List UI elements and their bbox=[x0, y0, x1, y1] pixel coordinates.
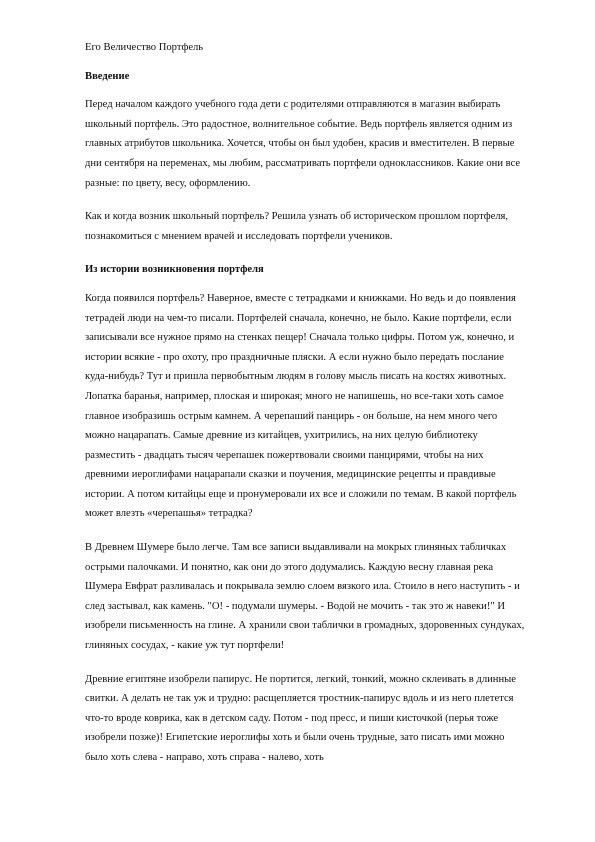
section-introduction bbox=[85, 67, 525, 247]
section-heading-introduction: Введение bbox=[85, 70, 130, 82]
paragraph: В Древнем Шумере было легче. Там все записи выдавливали на мокрых глиняных табличках острыми палочками. И понятно, как они до этого додумались. Каждую весну главная река Шумера Евфрат разливалась и покрывала землю слоем вязкого ила. Стоило в него наступить - и след застывал, как камень. "О! - подумали шумеры. - Водой не мочить - так это ж навеки!" И изобрели письменность на глине. А хранили свои таблички в громадных, здоровенных сундуках, глиняных сосудах, - какие уж тут портфели! bbox=[85, 542, 525, 652]
document-title: Его Величество Портфель bbox=[85, 42, 204, 53]
paragraph: Как и когда возник школьный портфель? Решила узнать об историческом прошлом портфеля, познакомиться с мнением врачей и исследовать портфели учеников. bbox=[85, 211, 509, 242]
document-body bbox=[85, 38, 525, 782]
section-heading-history: Из истории возникновения портфеля bbox=[85, 264, 264, 276]
paragraph: Перед началом каждого учебного года дети с родителями отправляются в магазин выбирать школьный портфель. Это радостное, волнительное событие. Ведь портфель является одним из главных атрибутов школьника. Хочется, чтобы он был удобен, красив и вместителен. В первые дни сентября на переменах, мы любим, рассматривать портфели одноклассников. Какие они все разные: по цвету, весу, оформлению. bbox=[85, 99, 521, 189]
section-history bbox=[85, 260, 525, 767]
paragraph: Когда появился портфель? Наверное, вместе с тетрадками и книжками. Но ведь и до появления тетрадей люди на чем-то писали. Портфелей сначала, конечно, не было. Какие портфели, если записывали все нужное прямо на стенках пещер! Сначала только цифры. Потом уж, конечно, и истории всякие - про охоту, про праздничные пляски. А если нужно было передать послание куда-нибудь? Тут и пришла первобытным людям в голову мысль писать на костях животных. Лопатка баранья, например, плоская и широкая; много не напишешь, но все-таки хоть самое главное изобразишь острым камнем. А черепаший панцирь - он больше, на нем много чего можно нацарапать. Самые древние из китайцев, ухитрились, на них целую библиотеку разместить - двадцать тысяч черепашек пожертвовали своими панцирями, чтобы на них древними иероглифами нацарапали сказки и поучения, медицинские рецепты и правдивые истории. А потом китайцы еще и пронумеровали их все и сложили по темам. В какой портфель может влезть «черепашья» тетрадка? bbox=[85, 292, 517, 520]
paragraph: Древние египтяне изобрели папирус. Не портится, легкий, тонкий, можно склеивать в длинные свитки. А делать не так уж и трудно: расщепляется тростник-папирус вдоль и из него плетется что-то вроде коврика, как в детском саду. Потом - под пресс, и пиши кисточкой (перья тоже изобрели позже)! Египетские иероглифы хоть и были очень трудные, зато писать ими можно было хоть слева - направо, хоть справа - налево, хоть bbox=[85, 673, 516, 763]
